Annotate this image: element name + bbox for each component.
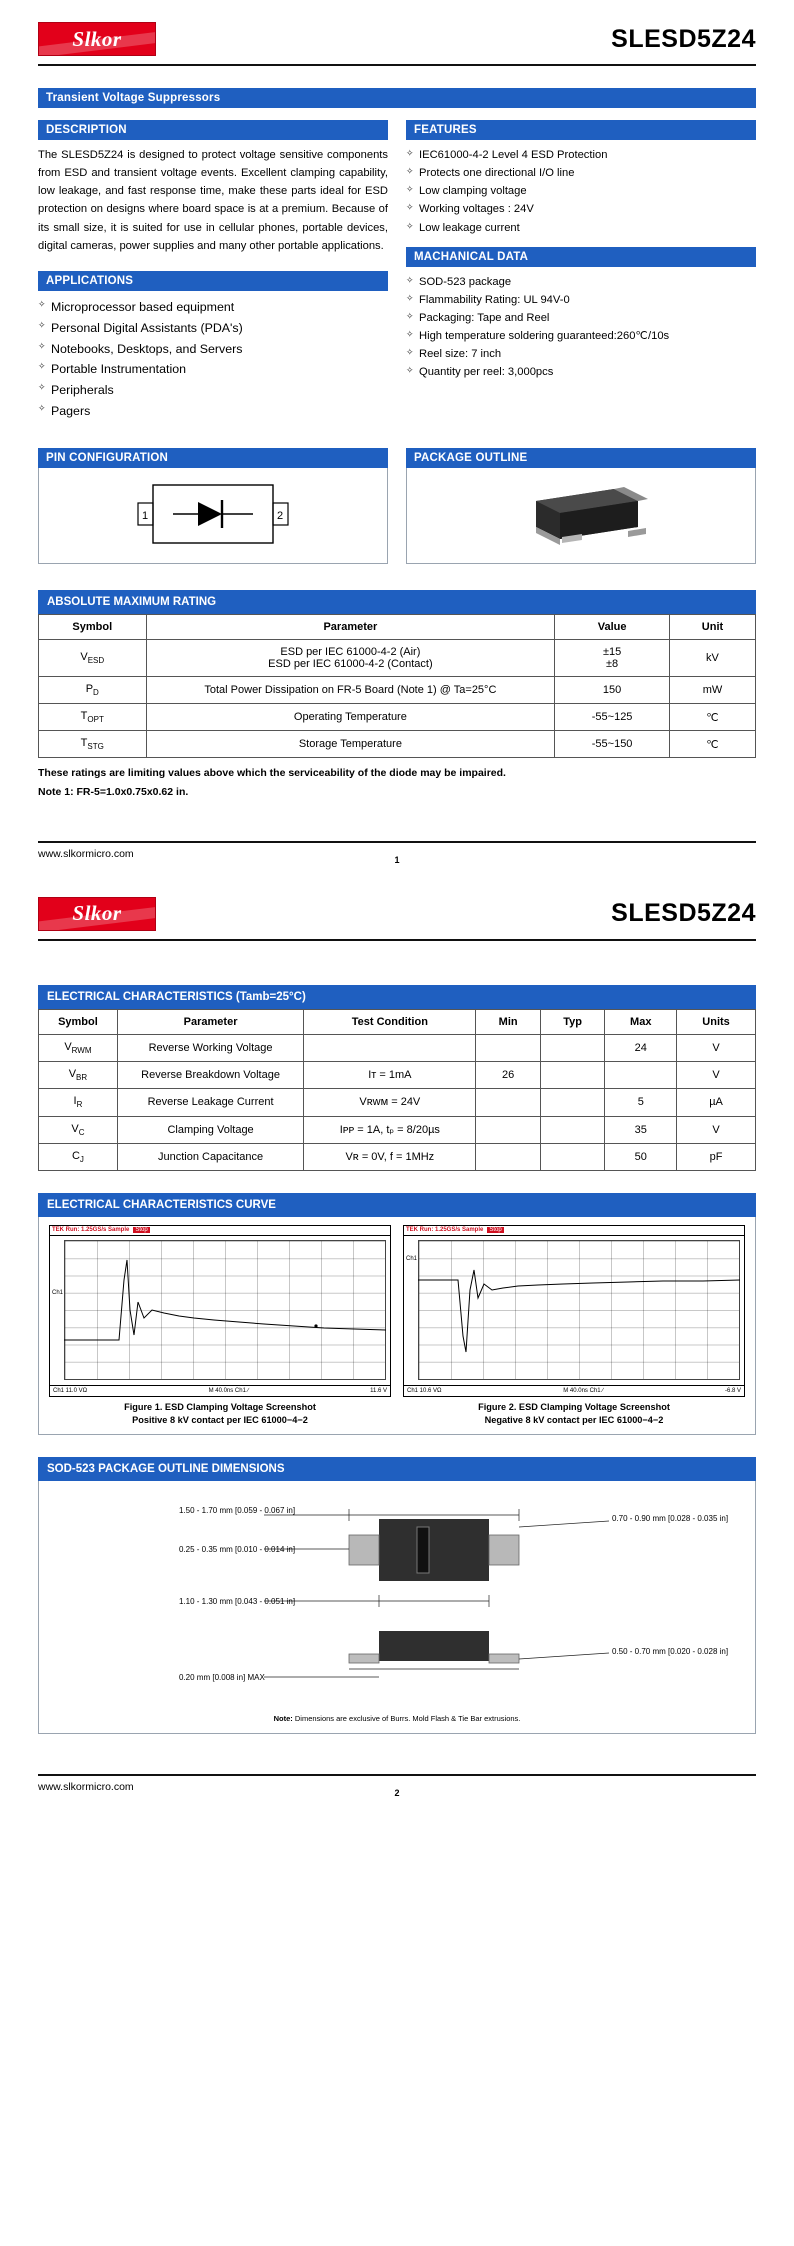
value-cell: 150 [555,676,670,703]
oscilloscope-screenshot-2 [403,1225,745,1397]
column-header: Max [605,1009,677,1034]
units-cell: V [677,1062,756,1089]
page-1-footer [38,841,756,875]
min-cell [476,1089,541,1116]
pin-and-package-row [38,448,756,564]
max-cell [605,1062,677,1089]
scope-bottombar [404,1385,744,1396]
symbol-main: P [85,682,94,695]
table-row [39,704,756,731]
typ-cell [540,1143,605,1170]
intro-columns [38,120,756,422]
symbol-subscript: OPT [87,715,104,725]
list-item: ✧ Reel size: 7 inch [406,345,756,363]
package-dimensions-body [38,1481,756,1734]
oscilloscope-screenshot-1 [49,1225,391,1397]
table-row [39,1116,756,1143]
list-item: ✧ IEC61000-4-2 Level 4 ESD Protection [406,146,756,164]
parameter-cell: Operating Temperature [146,704,555,731]
part-number-title: SLESD5Z24 [611,24,756,53]
list-item: ✧ Low leakage current [406,219,756,237]
waveform-trace [418,1240,740,1380]
figure-2 [403,1225,745,1428]
figure-1 [49,1225,391,1428]
symbol-cell [39,1116,118,1143]
package-dimensions-section [38,1457,756,1734]
list-item: ✧ Packaging: Tape and Reel [406,309,756,327]
symbol-main: V [80,650,88,663]
symbol-cell [39,704,147,731]
figure-2-caption [403,1401,745,1428]
max-cell: 5 [605,1089,677,1116]
page-1 [0,0,794,875]
symbol-subscript: J [79,1154,84,1164]
applications-title: APPLICATIONS [38,271,388,291]
symbol-main: T [80,737,88,750]
dimension-label: 1.50 - 1.70 mm [0.059 - 0.067 in] [179,1505,296,1515]
caption-line: Positive 8 kV contact per IEC 61000−4−2 [132,1415,308,1426]
column-header: Parameter [146,614,555,639]
symbol-subscript: R [76,1100,83,1110]
table-row [39,676,756,703]
symbol-cell [39,639,147,676]
max-cell: 50 [605,1143,677,1170]
table-row [39,1089,756,1116]
list-item: ✧ Peripherals [38,380,388,401]
dimension-note-text: Dimensions are exclusive of Burrs. Mold Flash & Tie Bar extrusions. [292,1713,521,1723]
category-bar: Transient Voltage Suppressors [38,88,756,108]
typ-cell [540,1089,605,1116]
parameter-cell [146,639,555,676]
list-item: ✧ Notebooks, Desktops, and Servers [38,339,388,360]
dimension-label: 0.20 mm [0.008 in] MAX [179,1672,265,1682]
parameter-line: ESD per IEC 61000-4-2 (Air) [280,645,421,658]
unit-cell: ℃ [669,704,755,731]
table-row [39,1034,756,1061]
dimension-label: 1.10 - 1.30 mm [0.043 - 0.051 in] [179,1596,296,1606]
part-number-title: SLESD5Z24 [611,899,756,928]
characteristics-curve-body [38,1217,756,1435]
list-item: ✧ Protects one directional I/O line [406,164,756,182]
table-header-row [39,614,756,639]
max-cell: 24 [605,1034,677,1061]
list-item: ✧ Pagers [38,401,388,422]
caption-line: Negative 8 kV contact per IEC 61000−4−2 [484,1415,664,1426]
list-item: ✧ Personal Digital Assistants (PDA's) [38,318,388,339]
list-item: ✧ Flammability Rating: UL 94V-0 [406,291,756,309]
scope-topbar [50,1226,390,1236]
channel-marker: Ch1 [406,1255,418,1262]
pin-1-label: 1 [142,510,149,523]
sod523-3d-package-icon [506,477,656,553]
column-header: Value [555,614,670,639]
symbol-main: V [71,1122,79,1135]
table-row [39,731,756,758]
dimension-label: 0.50 - 0.70 mm [0.020 - 0.028 in] [612,1646,729,1656]
pin-2-label: 2 [277,510,284,523]
symbol-cell [39,1089,118,1116]
scope-bottom-mid: M 40.0ns Ch1 ∕ [208,1387,249,1394]
units-cell: V [677,1034,756,1061]
symbol-main: V [64,1040,72,1053]
column-header: Units [677,1009,756,1034]
condition-cell: Vʀᴡᴍ = 24V [304,1089,476,1116]
parameter-cell: Total Power Dissipation on FR-5 Board (Note 1) @ Ta=25°C [146,676,555,703]
symbol-cell [39,1143,118,1170]
page-number: 1 [394,854,400,865]
parameter-cell: Reverse Working Voltage [117,1034,303,1061]
caption-line: Figure 2. ESD Clamping Voltage Screenshot [478,1401,670,1412]
symbol-cell [39,1062,118,1089]
list-item: ✧ Working voltages : 24V [406,200,756,218]
scope-bottom-left: Ch1 10.6 VΩ [407,1387,442,1394]
features-list [406,146,756,237]
dimension-label: 0.70 - 0.90 mm [0.028 - 0.035 in] [612,1513,729,1523]
units-cell: µA [677,1089,756,1116]
parameter-cell: Junction Capacitance [117,1143,303,1170]
rating-note-2: Note 1: FR-5=1.0x0.75x0.62 in. [38,786,189,799]
list-item: ✧ SOD-523 package [406,273,756,291]
table-row [39,639,756,676]
scope-topbar [404,1226,744,1236]
parameter-cell: Clamping Voltage [117,1116,303,1143]
description-title: DESCRIPTION [38,120,388,140]
symbol-subscript: STG [87,742,104,752]
absolute-maximum-rating-table [38,614,756,759]
package-outline-title: PACKAGE OUTLINE [406,448,756,468]
symbol-main: V [68,1068,77,1081]
page-number: 2 [394,1787,400,1798]
list-item: ✧ Portable Instrumentation [38,359,388,380]
symbol-subscript: C [78,1127,85,1137]
description-body: The SLESD5Z24 is designed to protect voltage sensitive components from ESD and transient voltage events. Excellent clamping capability, low leakage, and fast response time, make these parts ideal for ESD protection on designs where board space is at a premium. Because of its small size, it is suited for use in cellular phones, portable devices, digital cameras, power supplies and many other portable applications. [38,149,388,252]
list-item: ✧ Quantity per reel: 3,000pcs [406,363,756,381]
units-cell: V [677,1116,756,1143]
characteristics-curve-section [38,1193,756,1435]
features-title: FEATURES [406,120,756,140]
pin-configuration-block [38,448,388,564]
unit-cell: kV [669,639,755,676]
list-item: ✧ Microprocessor based equipment [38,297,388,318]
pin-configuration-figure [38,468,388,564]
column-header: Min [476,1009,541,1034]
symbol-main: C [71,1149,80,1162]
parameter-line: ESD per IEC 61000-4-2 (Contact) [268,657,433,670]
parameter-cell: Reverse Breakdown Voltage [117,1062,303,1089]
scope-top-text: TEK Run: 1.25GS/s Sample [52,1227,130,1234]
scope-top-text: TEK Run: 1.25GS/s Sample [406,1227,484,1234]
symbol-subscript: RWM [71,1046,92,1056]
value-line: ±8 [606,657,619,670]
value-line: ±15 [602,645,622,658]
package-outline-block [406,448,756,564]
figure-1-caption [49,1401,391,1428]
rating-note-1: These ratings are limiting values above which the serviceability of the diode may be impaired. [38,767,506,780]
pin-configuration-title: PIN CONFIGURATION [38,448,388,468]
scope-bottom-right: 11.6 V [370,1387,387,1394]
logo-text: Slkor [72,26,122,51]
diode-symbol-diagram [118,479,308,551]
waveform-trace [64,1240,386,1380]
typ-cell [540,1116,605,1143]
condition-cell: Iᴘᴘ = 1A, tₚ = 8/20µs [304,1116,476,1143]
list-item: ✧ High temperature soldering guaranteed:260℃/10s [406,327,756,345]
parameter-cell: Storage Temperature [146,731,555,758]
package-dimensions-title: SOD-523 PACKAGE OUTLINE DIMENSIONS [38,1457,756,1481]
scope-stop-badge: Stop [135,1227,148,1234]
condition-cell: Vʀ = 0V, f = 1MHz [304,1143,476,1170]
column-header: Test Condition [304,1009,476,1034]
column-header: Symbol [39,614,147,639]
min-cell [476,1143,541,1170]
unit-cell: ℃ [669,731,755,758]
symbol-main: I [73,1095,77,1108]
caption-line: Figure 1. ESD Clamping Voltage Screenshot [124,1401,316,1412]
condition-cell: Iᴛ = 1mA [304,1062,476,1089]
symbol-subscript: D [93,688,99,697]
applications-list [38,297,388,422]
column-header: Typ [540,1009,605,1034]
scope-stop-badge: Stop [489,1227,502,1234]
dimension-note [49,1714,745,1723]
max-cell: 35 [605,1116,677,1143]
parameter-cell: Reverse Leakage Current [117,1089,303,1116]
company-logo [38,22,156,56]
dimension-note-bold: Note: [273,1713,293,1723]
symbol-cell [39,1034,118,1061]
symbol-cell [39,676,147,703]
electrical-characteristics-title: ELECTRICAL CHARACTERISTICS (Tamb=25°C) [38,985,756,1009]
min-cell [476,1116,541,1143]
table-header-row [39,1009,756,1034]
symbol-cell [39,731,147,758]
page-2-footer [38,1774,756,1808]
dimension-label: 0.25 - 0.35 mm [0.010 - 0.014 in] [179,1544,296,1554]
value-cell: -55~150 [555,731,670,758]
absolute-maximum-rating-section [38,590,756,801]
mechanical-data-list [406,273,756,382]
company-logo [38,897,156,931]
table-row [39,1143,756,1170]
document-header [38,0,756,66]
typ-cell [540,1062,605,1089]
column-header: Symbol [39,1009,118,1034]
electrical-characteristics-table [38,1009,756,1171]
scope-bottom-left: Ch1 11.0 VΩ [53,1387,88,1394]
units-cell: pF [677,1143,756,1170]
logo-text: Slkor [72,901,122,926]
document-header-2 [38,875,756,941]
table-row [39,1062,756,1089]
scope-bottombar [50,1385,390,1396]
left-column [38,120,388,422]
min-cell [476,1034,541,1061]
channel-marker: Ch1 [52,1289,64,1296]
condition-cell [304,1034,476,1061]
electrical-characteristics-section [38,985,756,1171]
column-header: Unit [669,614,755,639]
characteristics-curve-title: ELECTRICAL CHARACTERISTICS CURVE [38,1193,756,1217]
symbol-main: T [80,710,88,722]
package-dimension-drawing [49,1491,749,1701]
min-cell: 26 [476,1062,541,1089]
package-outline-figure [406,468,756,564]
column-header: Parameter [117,1009,303,1034]
symbol-subscript: ESD [87,655,105,665]
value-cell [555,639,670,676]
unit-cell: mW [669,676,755,703]
absolute-maximum-rating-title: ABSOLUTE MAXIMUM RATING [38,590,756,614]
scope-bottom-right: -6.8 V [724,1387,741,1394]
page-2 [0,875,794,1808]
list-item: ✧ Low clamping voltage [406,182,756,200]
footer-website: www.slkormicro.com [38,847,134,860]
scope-bottom-mid: M 40.0ns Ch1 ∕ [563,1387,604,1394]
symbol-subscript: BR [76,1073,88,1083]
typ-cell [540,1034,605,1061]
footer-website: www.slkormicro.com [38,1780,134,1793]
right-column [406,120,756,422]
mechanical-data-title: MACHANICAL DATA [406,247,756,267]
value-cell: -55~125 [555,704,670,731]
